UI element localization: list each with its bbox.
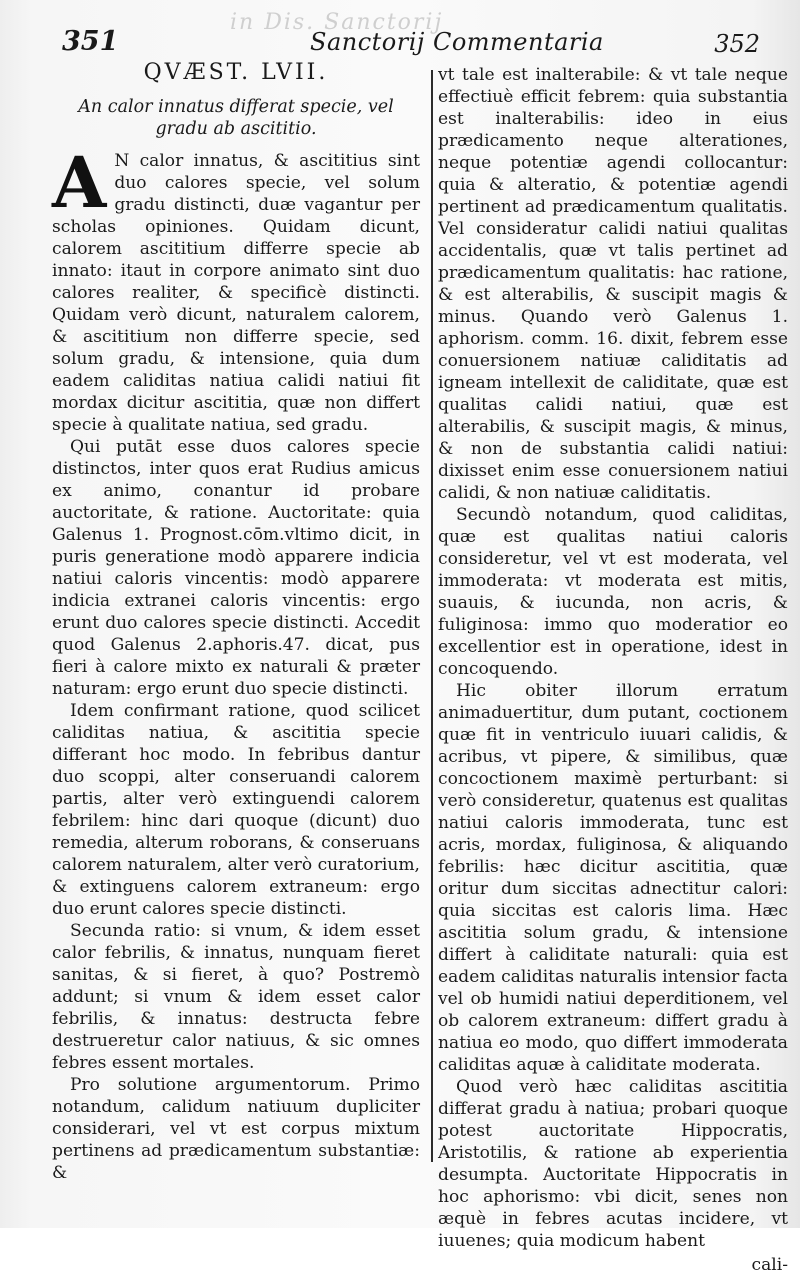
page-header (62, 24, 760, 60)
paragraph: vt tale est inalterabile: & vt tale neque effectiuè efficit febrem: quia substantia est inalterabilis: ideo in eius prædicamento neque alterationes, neque potentiæ agendi collocantur: quia & alteratio, & potentiæ agendi pertinent ad prædicamentum qualitatis. Vel consideratur calidi natiui qualitas accidentalis, quæ vt talis pertinet ad prædicamentum qualitatis: hac ratione, & est alterabilis, & suscipit magis & minus. Quando verò Galenus 1. aphorism. comm. 16. dixit, febrem esse conuersionem natiuæ caliditatis ad igneam intellexit de caliditate, quæ est qualitas calidi natiui, quæ est alterabilis, & suscipit magis, & minus, & non de substantia calidi natiui: dixisset enim esse conuersionem natiui calidi, & non natiuæ caliditatis. (438, 65, 788, 503)
paragraph: Quod verò hæc caliditas ascititia differat gradu à natiua; probari quoque potest auctoritate Hippocratis, Aristotilis, & ratione ab experientia desumpta. Auctoritate Hippocratis in hoc aphorismo: vbi dicit, senes non æquè in febres acutas incidere, vt iuuenes; quia modicum habent (438, 1077, 788, 1251)
column-rule (431, 70, 433, 1162)
right-column (438, 64, 788, 1276)
question-subtitle: An calor innatus differat specie, vel gradu ab ascititio. (78, 97, 394, 139)
opening-paragraph (52, 141, 420, 436)
catchword: cali- (751, 1255, 788, 1275)
left-column (52, 60, 420, 1184)
running-title: Sanctorij Commentaria (310, 28, 604, 56)
paragraph: Secunda ratio: si vnum, & idem esset calor febrilis, & innatus, nunquam fieret sanitas, & si fieret, à quo? Postremò addunt; si vnum & idem esset calor febrilis, & innatus: destructa febre destrueretur calor natiuus, & sic omnes febres essent mortales. (52, 921, 420, 1073)
bleed-through-text: in Dis. Sanctorij (230, 10, 444, 35)
paragraph: Idem confirmant ratione, quod scilicet caliditas natiua, & ascititia specie differant hoc modo. In febribus dantur duo scoppi, alter conseruandi calorem partis, alter verò extinguendi calorem febrilem: hinc dari quoque (dicunt) duo remedia, alterum roborans, & conseruans calorem naturalem, alter verò curatorium, & extinguens calorem extraneum: ergo duo erunt calores specie distincti. (52, 701, 420, 919)
paragraph: Secundò notandum, quod caliditas, quæ est qualitas natiui caloris consideretur, vel vt est moderata, vel immoderata: vt moderata est mitis, suauis, & iucunda, non acris, & fuliginosa: immo quo moderatior eo excellentior est in operatione, idest in concoquendo. (438, 505, 788, 679)
drop-cap: A (52, 141, 107, 224)
page-number-right: 352 (714, 30, 760, 58)
paragraph: Pro solutione argumentorum. Primo notandum, calidum natiuum dupliciter considerari, vel vt est corpus mixtum pertinens ad prædicamentum substantiæ: & (52, 1075, 420, 1183)
paragraph: N calor innatus, & ascititius sint duo calores specie, vel solum gradu distincti, duæ vagantur per scholas opiniones. Quidam dicunt, calorem ascititium differre specie ab innato: itaut in corpore animato sint duo calores realiter, & specificè distincti. Quidam verò dicunt, naturalem calorem, & ascititium non differre specie, sed solum gradu, & intensione, quia dum eadem caliditas natiua calidi natiui fit mordax dicitur ascititia, quæ non differt specie à qualitate natiua, sed gradu. (52, 151, 420, 435)
question-title: QVÆST. LVII. (143, 60, 329, 85)
paragraph: Hic obiter illorum erratum animaduertitur, dum putant, coctionem quæ fit in ventriculo iuuari calidis, & acribus, vt pipere, & similibus, quæ concoctionem maximè perturbant: si verò consideretur, quatenus est qualitas natiui caloris immoderata, tunc est acris, mordax, fuliginosa, & aliquando febrilis: hæc dicitur ascititia, quæ oritur dum siccitas adnectitur calori: quia siccitas est caloris lima. Hæc ascititia solum gradu, & intensione differt à caliditate naturali: quia est eadem caliditas naturalis intensior facta vel ob humidi natiui deperditionem, vel ob calorem extraneum: differt gradu à natiua eo modo, quo differt immoderata caliditas aquæ à caliditate moderata. (438, 681, 788, 1075)
paragraph: Qui putāt esse duos calores specie distinctos, inter quos erat Rudius amicus ex animo, conantur id probare auctoritate, & ratione. Auctoritate: quia Galenus 1. Prognost.cōm.vltimo dicit, in puris generatione modò apparere indicia natiui caloris vincentis: modò apparere indicia extranei caloris vincentis: ergo erunt duo calores specie distincti. Accedit quod Galenus 2.aphoris.47. dicat, pus fieri à calore mixto ex naturali & præter naturam: ergo erunt duo specie distincti. (52, 437, 420, 699)
page-number-left: 351 (62, 26, 119, 57)
